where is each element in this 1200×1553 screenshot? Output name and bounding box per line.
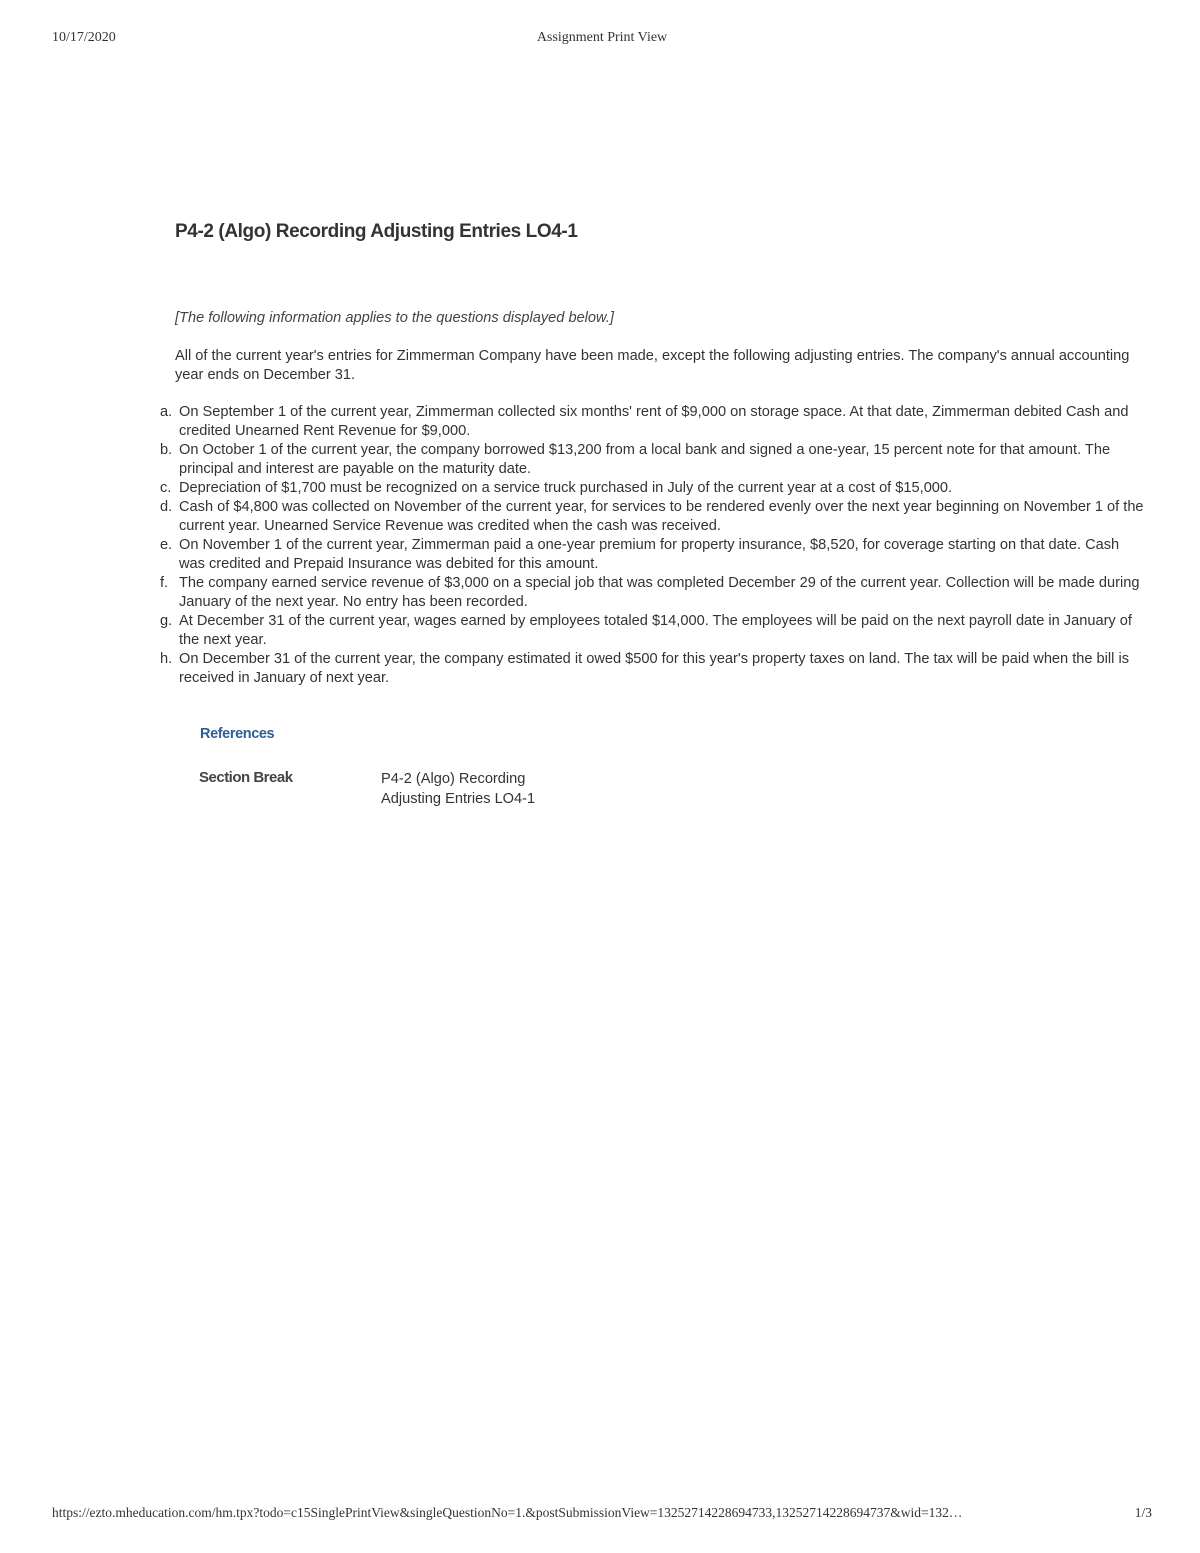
print-date: 10/17/2020 (52, 30, 116, 45)
item-text: On December 31 of the current year, the company estimated it owed $500 for this year's property taxes on land. The tax will be paid when the bill is received in January of next year. (179, 651, 1129, 686)
intro-paragraph: All of the current year's entries for Zimmerman Company have been made, except the following adjusting entries. The company's annual accounting year ends on December 31. (175, 348, 1130, 383)
adjusting-entries-list (160, 403, 1145, 688)
references-heading: References (200, 726, 275, 742)
list-item (160, 441, 1145, 479)
list-item (160, 612, 1145, 650)
item-letter: a. (160, 404, 173, 420)
item-letter: d. (160, 499, 173, 515)
item-text: On September 1 of the current year, Zimmerman collected six months' rent of $9,000 on storage space. At that date, Zimmerman debited Cash and credited Unearned Rent Revenue for $9,000. (179, 404, 1129, 439)
item-letter: b. (160, 442, 173, 458)
item-text: Cash of $4,800 was collected on November of the current year, for services to be rendered evenly over the next year beginning on November 1 of the current year. Unearned Service Revenue was credited when the cash was received. (179, 499, 1144, 534)
item-letter: h. (160, 651, 173, 667)
item-letter: c. (160, 480, 172, 496)
list-item (160, 574, 1145, 612)
print-title: Assignment Print View (536, 30, 668, 45)
page-url: https://ezto.mheducation.com/hm.tpx?todo=c15SinglePrintView&singleQuestionNo=1.&postSubmissionView=13252714228694733,13252714228694737&wid=132… (52, 1505, 963, 1520)
item-letter: g. (160, 613, 173, 629)
item-text: On November 1 of the current year, Zimmerman paid a one-year premium for property insurance, $8,520, for coverage starting on that date. Cash was credited and Prepaid Insurance was debited for this amount. (179, 537, 1120, 572)
section-break-value: P4-2 (Algo) Recording Adjusting Entries LO4-1 (381, 771, 536, 807)
item-text: Depreciation of $1,700 must be recognized on a service truck purchased in July of the current year at a cost of $15,000. (179, 480, 953, 496)
problem-title: P4-2 (Algo) Recording Adjusting Entries LO4-1 (175, 221, 578, 242)
print-header (52, 30, 1152, 50)
item-text: The company earned service revenue of $3,000 on a special job that was completed December 29 of the current year. Collection will be made during January of the next year. No entry has been recorded. (179, 575, 1140, 610)
item-letter: e. (160, 537, 173, 553)
list-item (160, 498, 1145, 536)
print-footer (52, 1505, 1152, 1525)
item-text: At December 31 of the current year, wages earned by employees totaled $14,000. The employees will be paid on the next payroll date in January of the next year. (179, 613, 1132, 648)
list-item (160, 536, 1145, 574)
list-item (160, 403, 1145, 441)
item-text: On October 1 of the current year, the company borrowed $13,200 from a local bank and signed a one-year, 15 percent note for that amount. The principal and interest are payable on the maturity date. (179, 442, 1111, 477)
info-note: [The following information applies to the questions displayed below.] (175, 310, 614, 326)
section-break-label: Section Break (199, 769, 293, 786)
list-item (160, 650, 1145, 688)
list-item (160, 479, 1145, 498)
page-number: 1/3 (1134, 1505, 1152, 1520)
item-letter: f. (160, 575, 169, 591)
problem-content (160, 309, 1145, 688)
